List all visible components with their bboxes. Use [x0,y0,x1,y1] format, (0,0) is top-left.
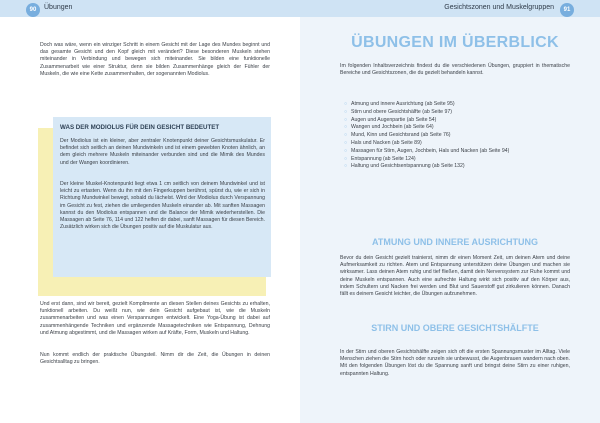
section-text-forehead: In der Stirn und oberen Gesichtshälfte zeigen sich oft die ersten Spannungsmuster im Alltag. Viele Menschen ziehen die Stirn hoch oder runzeln sie unbewusst, die Augenbrauen wandern nach oben. Mit den folgenden Übungen löst du die Spannung sanft und bringst deine Stirn zu einer ruhigen, entspannten Haltung. [340,349,570,377]
left-paragraph-1: Doch was wäre, wenn ein winziger Schritt in einem Gesicht mit der Lage des Mundes beginnt und das gesamte Gesicht und den Kopf gleich mit verändert? Diese besonderen Muskeln stehen miteinander in Verbindung und bewegen sich miteinander. Sie bilden eine funktionelle Zusammenarbeit wie einer Struktur, denn sie bilden Zusammenhänge gleich der Fühler der Muskeln, die wie eine Kette zusammenhalten, der sogenannten Modiolus. [40,42,270,77]
overview-intro: Im folgenden Inhaltsverzeichnis findest du die verschiedenen Übungen, gruppiert in thematische Bereiche und Gesichtszonen, die du gezielt behandeln kannst. [340,63,570,77]
left-page-number: 90 [26,3,40,17]
list-item: ○ Massagen für Stirn, Augen, Jochbein, Hals und Nacken (ab Seite 94) [344,148,572,156]
left-paragraph-2: Und erst dann, sind wir bereit, gezielt Komplimente an diesen Stellen deines Gesichts zu erhalten, funktionell arbeiten. Du weißt nun, wie dein Gesicht aufgebaut ist, wie die Muskeln zusammenarbeiten und was einen Verspannungen entwickelt. Eine Yoga-Übung ist dabei auf zusammenhängende Techniken und ergänzende Massagetechniken wie Entspannung, Dehnung und Atmung abgestimmt, und die Massagen wirken auf Kräfte, Form, Muskeln und Haltung. [40,301,270,336]
right-page-header [300,0,600,17]
list-item: ○ Hals und Nacken (ab Seite 89) [344,140,572,148]
overview-title: ÜBUNGEN IM ÜBERBLICK [351,34,559,51]
infobox-paragraph-2: Der kleine Muskel-Knotenpunkt liegt etwa 1 cm seitlich von deinem Mundwinkel und ist leicht zu ertasten. Wenn du ihn mit den Fingerkuppen berührst, spürst du, wie er sich in Richtung Mundwinkel bewegt, sobald du lächelst. Wird der Modiolus durch Verspannung im Gesicht zu fest, ziehen die umliegenden Muskeln einander ab. Mit sanften Massagen kannst du den Modiolus entspannen und die Balance der Mimik wiederherstellen. Die Massagen ab Seite 76, 114 und 122 helfen dir dabei, sanft Massagen für diesen Bereich. Zusätzlich wirken sich die Übungen positiv auf die Muskulatur aus. [60,181,265,231]
right-header-title: Gesichtszonen und Muskelgruppen [444,4,554,11]
list-item: ○ Mund, Kinn und Gesichtsrand (ab Seite 76) [344,132,572,140]
infobox-title: WAS DER MODIOLUS FÜR DEIN GESICHT BEDEUTET [60,124,220,131]
section-text-breathing: Bevor du dein Gesicht gezielt trainierst, nimm dir einen Moment Zeit, um deinen Atem und deine Aufmerksamkeit zu richten. Atem und Entspannung unterstützen deine Übungen und machen sie wirksamer. Lass deinen Atem ruhig und tief fließen, damit dein Nervensystem zur Ruhe kommt und deine Muskeln entspannen. Auch eine aufrechte Haltung wirkt sich positiv auf den Körper aus, indem Schultern und Nacken frei werden und Blut und Sauerstoff gut zirkulieren können. Danach fällt es deinem Gesicht leichter, die Übungen aufzunehmen. [340,255,570,298]
list-item: ○ Atmung und innere Ausrichtung (ab Seite 95) [344,101,572,109]
left-paragraph-3: Nun kommt endlich der praktische Übungsteil. Nimm dir die Zeit, die Übungen in deinen Gesichtsalltag zu bringen. [40,352,270,366]
exercise-list [344,101,572,171]
left-page-header [0,0,300,17]
section-heading-forehead: STIRN UND OBERE GESICHTSHÄLFTE [371,323,539,333]
infobox-paragraph-1: Der Modiolus ist ein kleiner, aber zentraler Knotenpunkt deiner Gesichtsmuskulatur. Er befindet sich seitlich an deinen Mundwinkeln und ist einem gewebten Knoten ähnlich, an dem gleich mehrere Muskeln miteinander verbunden sind und die Mimik des Mundes und der Wangen koordinieren. [60,138,265,166]
list-item: ○ Wangen und Jochbein (ab Seite 64) [344,124,572,132]
left-header-title: Übungen [44,4,73,11]
list-item: ○ Haltung und Gesichtsentspannung (ab Seite 132) [344,163,572,171]
right-page [300,0,600,423]
section-heading-breathing: ATMUNG UND INNERE AUSRICHTUNG [372,237,538,247]
list-item: ○ Stirn und obere Gesichtshälfte (ab Seite 97) [344,109,572,117]
list-item: ○ Augen und Augenpartie (ab Seite 54) [344,117,572,125]
list-item: ○ Entspannung (ab Seite 124) [344,156,572,164]
right-page-number: 91 [560,3,574,17]
